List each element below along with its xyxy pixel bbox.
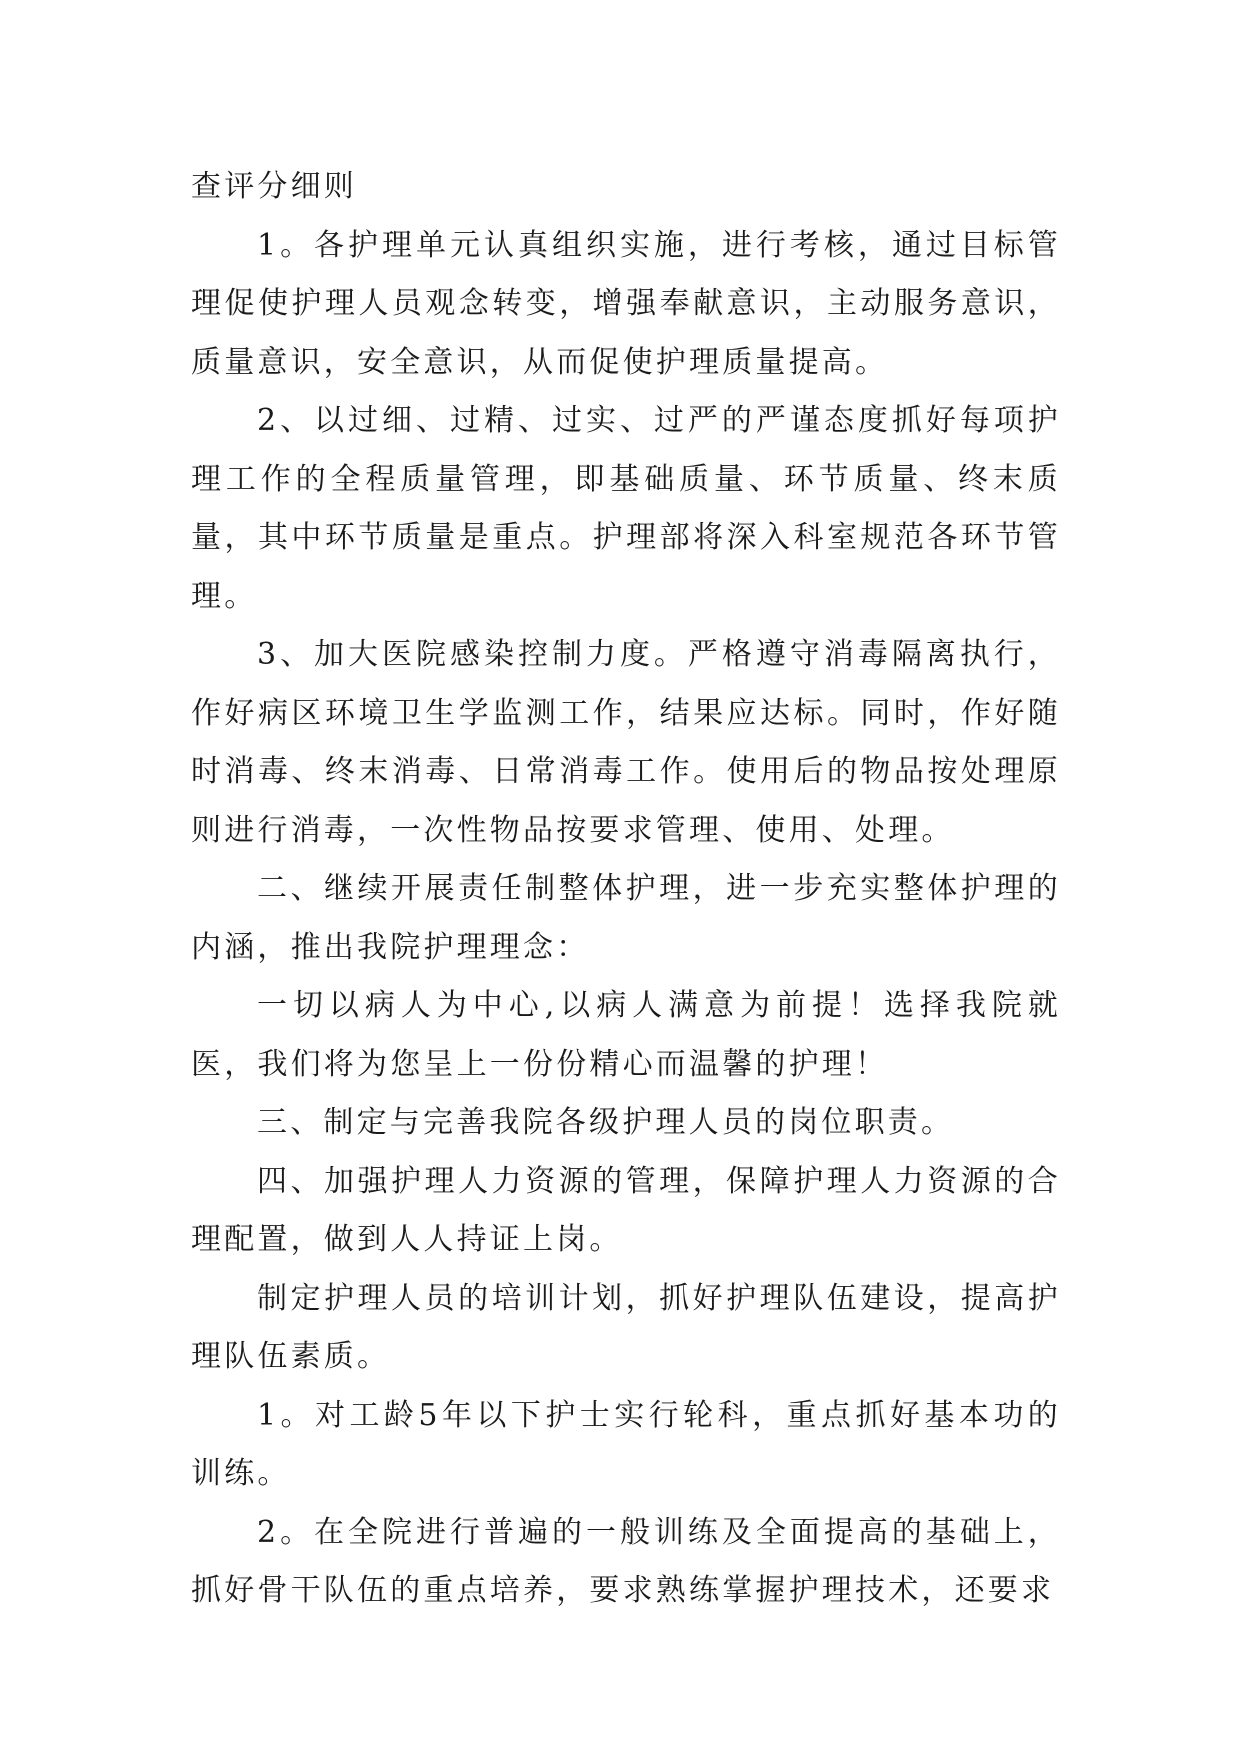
paragraph: 制定护理人员的培训计划，抓好护理队伍建设，提高护理队伍素质。 xyxy=(191,1280,1061,1374)
paragraph-heading: 查评分细则 xyxy=(191,169,357,204)
paragraph: 2、以过细、过精、过实、过严的严谨态度抓好每项护理工作的全程质量管理，即基础质量、环节质量、终末质量，其中环节质量是重点。护理部将深入科室规范各环节管理。 xyxy=(191,403,1061,614)
paragraph: 2。在全院进行普遍的一般训练及全面提高的基础上，抓好骨干队伍的重点培养，要求熟练掌握护理技术，还要求 xyxy=(191,1514,1061,1608)
paragraph: 3、加大医院感染控制力度。严格遵守消毒隔离执行，作好病区环境卫生学监测工作，结果应达标。同时，作好随时消毒、终末消毒、日常消毒工作。使用后的物品按处理原则进行消毒，一次性物品按要求管理、使用、处理。 xyxy=(191,637,1061,848)
paragraph: 三、制定与完善我院各级护理人员的岗位职责。 xyxy=(257,1105,955,1140)
paragraph: 四、加强护理人力资源的管理，保障护理人力资源的合理配置，做到人人持证上岗。 xyxy=(191,1163,1061,1257)
document-body xyxy=(191,158,1061,1621)
paragraph: 一切以病人为中心,以病人满意为前提！选择我院就医，我们将为您呈上一份份精心而温馨的护理！ xyxy=(191,988,1061,1082)
paragraph: 1。各护理单元认真组织实施，进行考核，通过目标管理促使护理人员观念转变，增强奉献意识，主动服务意识，质量意识，安全意识，从而促使护理质量提高。 xyxy=(191,227,1061,380)
paragraph: 1。对工龄5年以下护士实行轮科，重点抓好基本功的训练。 xyxy=(191,1397,1061,1491)
paragraph: 二、继续开展责任制整体护理，进一步充实整体护理的内涵，推出我院护理理念： xyxy=(191,871,1061,965)
